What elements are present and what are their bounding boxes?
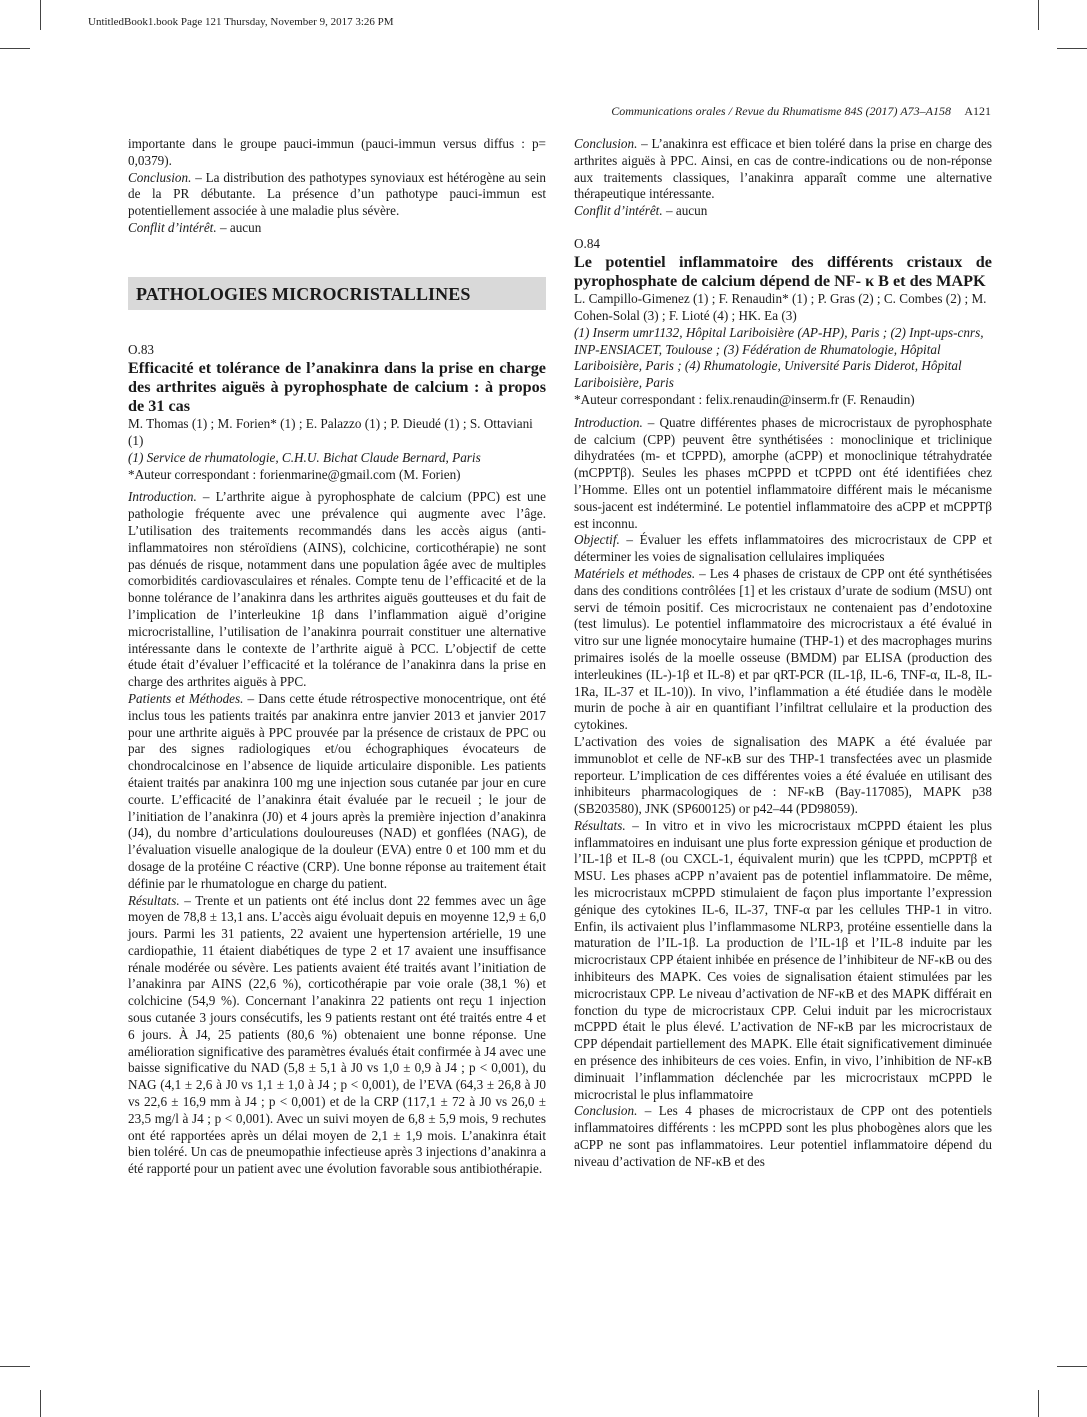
paragraph-text: – Trente et un patients ont été inclus dont 22 femmes avec un âge moyen de 78,8 ± 13,1 ans. L’accès aigu évoluait depuis en moyenne 12,9 ± 6,0 jours. Parmi les 31 patients, 22 avaient une hypertension artérielle, 19 une cardiopathie, 11 étaient diabétiques de type 2 et 17 avaient une insuffisance rénale modérée ou sévère. Les patients avaient été traités avant l’initiation de l’anakinra par AINS (22,6 %), corticothérapie par voie orale (38,1 %) et colchicine (54,9 %). Concernant l’anakinra 22 patients ont reçu 1 injection sous cutanée 3 jours consécutifs, les 9 patients restant ont été traités entre 4 et 6 jours. À J4, 25 patients (80,6 %) obtenaient une bonne réponse. Une amélioration significative des paramètres évalués était confirmée à J4 avec une baisse significative du NAD (5,8 ± 5,1 à J0 vs 1,0 ± 0,9 à J4 ; p < 0,001), du NAG (4,1 ± 2,6 à J0 vs 1,1 ± 1,0 à J4 ; p < 0,001), de l’EVA (64,3 ± 26,8 à J0 vs 22,6 ± 16,9 mm à J4 ; p < 0,001) et de la CRP (117,1 ± 72 à J0 vs 26,0 ± 23,5 mg/l à J4 ; p < 0,001). Avec un suivi moyen de 6,8 ± 5,9 mois, 9 rechutes ont été rapportées après un délai moyen de 2,1 ± 1,9 mois. L’anakinra était bien toléré. Un cas de pneumopathie infectieuse après 3 injections d’anakinra a été rapporté pour un patient avec une évolution favorable sous antibiothérapie. <box>128 892 546 1177</box>
run-in-label: Introduction. <box>128 489 197 505</box>
crop-mark <box>40 0 41 30</box>
run-in-label: Matériels et méthodes. <box>574 565 696 581</box>
abstract-title: Efficacité et tolérance de l’anakinra dans la prise en charge des arthrites aiguës à pyrophosphate de calcium : à propos de 31 cas <box>128 358 546 415</box>
paragraph: importante dans le groupe pauci-immun (pauci-immun versus diffus : p= 0,0379). <box>128 136 546 168</box>
run-in-label: Introduction. <box>574 414 643 430</box>
affiliation: (1) Service de rhumatologie, C.H.U. Bichat Claude Bernard, Paris <box>128 449 481 465</box>
paragraph <box>574 1103 992 1170</box>
paragraph-text: – Les 4 phases de cristaux de CPP ont été synthétisées dans des conditions contrôlées [1] et les cristaux d’urate de sodium (MSU) ont servi de témoin positif. Ces microcristaux ne contenaient pas d’endotoxine (test limulus). Le potentiel inflammatoire des microcristaux a été évalué in vitro sur une lignée monocytaire humaine (THP-1) et des macrophages murins primaires isolés de la moelle osseuse (BMDM) par ELISA (production des interleukines (IL-)-1β et IL-8) et par qRT-PCR (IL-1β, IL-6, TNF-α, IL-8, IL-1Ra, IL-37 et IL-10)). In vivo, l’inflammation a été étudiée dans le modèle murin de poche à air en quantifiant l’infiltrat cellulaire et la production des cytokines. <box>574 565 993 733</box>
crop-mark <box>0 48 30 49</box>
paragraph-text: – L’anakinra est efficace et bien toléré dans la prise en charge des arthrites aiguës à PPC. Ainsi, en cas de contre-indications ou de non-réponse aux traitements classiques, l’anakinra apparaît comme une alternative thérapeutique intéressante. <box>574 136 992 202</box>
crop-mark <box>1038 0 1039 30</box>
run-in-label: Résultats. <box>128 892 180 908</box>
paragraph-text: – Évaluer les effets inflammatoires des microcristaux de CPP et déterminer les voies de signalisation cellulaires impliquées <box>574 532 992 565</box>
affiliation: (1) Inserm umr1132, Hôpital Lariboisière (AP-HP), Paris ; (2) Inpt-ups-cnrs, INP-ENSIACET, Toulouse ; (3) Fédération de Rhumatologie, Hôpital Lariboisière, Paris ; (4) Rhumatologie, Université Paris Diderot, Hôpital Lariboisière, Paris <box>574 324 984 391</box>
paragraph <box>128 489 546 691</box>
authors: L. Campillo-Gimenez (1) ; F. Renaudin* (1) ; P. Gras (2) ; C. Combes (2) ; M. Cohen-Solal (3) ; F. Lioté (4) ; HK. Ea (3) <box>574 291 987 323</box>
run-in-label: Conclusion. <box>574 1103 638 1119</box>
crop-mark <box>40 1390 41 1417</box>
page-number: A121 <box>964 104 991 118</box>
section-heading: PATHOLOGIES MICROCRISTALLINES <box>128 277 546 310</box>
paragraph <box>128 170 546 220</box>
right-column <box>574 136 992 1171</box>
authors: M. Thomas (1) ; M. Forien* (1) ; E. Palazzo (1) ; P. Dieudé (1) ; S. Ottaviani (1) <box>128 416 533 448</box>
paragraph-text: – aucun <box>662 203 708 219</box>
paragraph-text: – La distribution des pathotypes synoviaux est hétérogène au sein de la PR débutante. La présence d’un pathotype pauci-immun est potentiellement associée à une maladie plus sévère. <box>128 169 546 219</box>
paragraph: L’activation des voies de signalisation des MAPK a été évaluée par immunoblot et celle de NF-κB sur des THP-1 transfectées avec un plasmide reporteur. L’implication de ces différentes voies a été évaluée en utilisant des inhibiteurs pharmacologiques de : NF-κB (Bay-117085), MAPK p38 (SB203580), JNK (SP600125) or p42–44 (PD98059). <box>574 733 992 817</box>
abstract-id: O.84 <box>574 235 601 251</box>
paragraph-text: – aucun <box>216 219 262 235</box>
run-in-label: Conclusion. <box>128 169 192 185</box>
crop-mark <box>1057 48 1087 49</box>
run-in-label: Conflit d’intérêt. <box>128 219 217 235</box>
paragraph <box>128 691 546 893</box>
journal-citation: Communications orales / Revue du Rhumatisme 84S (2017) A73–A158 <box>611 104 951 118</box>
book-slug: UntitledBook1.book Page 121 Thursday, November 9, 2017 3:26 PM <box>88 16 394 28</box>
run-in-label: Patients et Méthodes. <box>128 690 244 706</box>
abstract-id: O.83 <box>128 341 155 357</box>
paragraph-text: – Dans cette étude rétrospective monocentrique, ont été inclus tous les patients traités par anakinra entre janvier 2013 et janvier 2017 pour une arthrite aiguës à PPC prouvée par la présence de cristaux de PPC ou par des signes radiologiques et/ou échographiques évocateurs de chondrocalcinose en l’absence de liquide articulaire disponible. Les patients étaient traités par anakinra 100 mg une injection sous cutanée par jour en cure courte. L’efficacité de l’anakinra était évaluée par le recueil ; le jour de l’initiation de l’anakinra (J0) et 4 jours après la première injection d’anakinra (J4), du nombre d’articulations douloureuses (NAD) et gonflées (NAG), de l’évaluation visuelle analogique de la douleur (EVA) entre 0 et 100 mm et du dosage de la protéine C réactive (CRP). Une bonne réponse au traitement était définie par le rhumatologue en charge du patient. <box>128 690 546 891</box>
paragraph-text: – In vitro et in vivo les microcristaux mCPPD étaient les plus inflammatoires en induisant une plus forte expression génique et production de l’IL-1β et IL-8 (ou CXCL-1, équivalent murin) que les tCPPD, mCPPTβ et MSU. Les phases aCPP n’avaient pas de potentiel inflammatoire. De même, les microcristaux mCPPD stimulaient de façon plus importante l’expression génique des cytokines IL-6, IL-37, TNF-α par les cellules THP-1 in vitro. Enfin, ils activaient plus l’inflammasome NLRP3, protéine essentielle dans la maturation de l’IL-1β. La production de l’IL-1β et l’IL-8 induite par les microcristaux CPP étaient inhibée en présence de l’inhibiteur de NF-κB ou des inhibiteurs des MAPK. Ces voies de signalisation étaient stimulées par les microcristaux CPP. Le niveau d’activation de NF-κB et des MAPK différait en fonction du type de microcristaux CPP. Celui induit par les microcristaux mCPPD était le plus élevé. L’activation de NF-κB par les microcristaux de CPP dépendait partiellement des MAPK. Elle était significativement diminuée en présence des inhibiteurs de ces voies. Enfin, in vivo, l’inhibition de NF-κB diminuait l’inflammation déclenchée par les microcristaux mCPPD le microcristal le plus inflammatoire <box>574 817 992 1102</box>
paragraph <box>574 532 992 566</box>
paragraph-text: – Les 4 phases de microcristaux de CPP ont des potentiels inflammatoires différents : les mCPPD sont les plus phobogènes alors que les aCPP ne sont pas inflammatoires. Leur potentiel inflammatoire dépend du niveau d’activation de NF-κB et des <box>574 1103 992 1169</box>
paragraph-text: – L’arthrite aigue à pyrophosphate de calcium (PPC) est une pathologie fréquente avec une prévalence qui augmente avec l’âge. L’utilisation des traitements recommandés dans les accès aigus (anti-inflammatoires non stéroïdiens (AINS), colchicine, corticothérapie) ne sont pas dénués de risque, notamment dans une population âgée avec de multiples comorbidités cardiovasculaires et rénales. Compte tenu de l’efficacité et de la bonne tolérance de l’anakinra dans les arthrites aiguës goutteuses et du fait de l’implication de l’interleukine 1β dans l’inflammation aiguë d’origine microcristalline, l’utilisation de l’anakinra pourrait constituer une alternative intéressante dans le contexte de l’arthrite aiguë à PCC. L’objectif de cette étude était d’évaluer l’efficacité et la tolérance de l’anakinra dans la prise en charge des arthrites aiguës à PPC. <box>128 489 546 690</box>
paragraph-text: – Quatre différentes phases de microcristaux de pyrophosphate de calcium (CPP) peuvent être synthétisées : monoclinique et triclinique dihydratées (m- et tCPPD), amorphe (aCPP) et monoclinique tétrahydratée (mCPPTβ). Seules les phases mCPPD et tCPPD ont été identifiées chez l’Homme. Elles ont un potentiel inflammatoire différent mais le mécanisme sous-jacent est indéterminé. Le potentiel inflammatoire des aCPP et mCPPTβ est inconnu. <box>574 414 992 531</box>
crop-mark <box>1038 1390 1039 1417</box>
crop-mark <box>0 1366 30 1367</box>
paragraph <box>574 818 992 1104</box>
abstract-title: Le potentiel inflammatoire des différents cristaux de pyrophosphate de calcium dépend de NF- κ B et des MAPK <box>574 252 992 290</box>
paragraph <box>574 415 992 533</box>
crop-mark <box>1057 1366 1087 1367</box>
run-in-label: Résultats. <box>574 817 626 833</box>
paragraph <box>574 136 992 203</box>
run-in-label: Conflit d’intérêt. <box>574 203 663 219</box>
corresponding-author: *Auteur correspondant : forienmarine@gmail.com (M. Forien) <box>128 466 461 482</box>
paragraph <box>128 220 546 237</box>
corresponding-author: *Auteur correspondant : felix.renaudin@inserm.fr (F. Renaudin) <box>574 391 915 407</box>
paragraph <box>128 893 546 1179</box>
paragraph <box>574 203 992 220</box>
paragraph <box>574 566 992 734</box>
left-column <box>128 136 546 1178</box>
run-in-label: Conclusion. <box>574 136 638 151</box>
run-in-label: Objectif. <box>574 532 620 548</box>
